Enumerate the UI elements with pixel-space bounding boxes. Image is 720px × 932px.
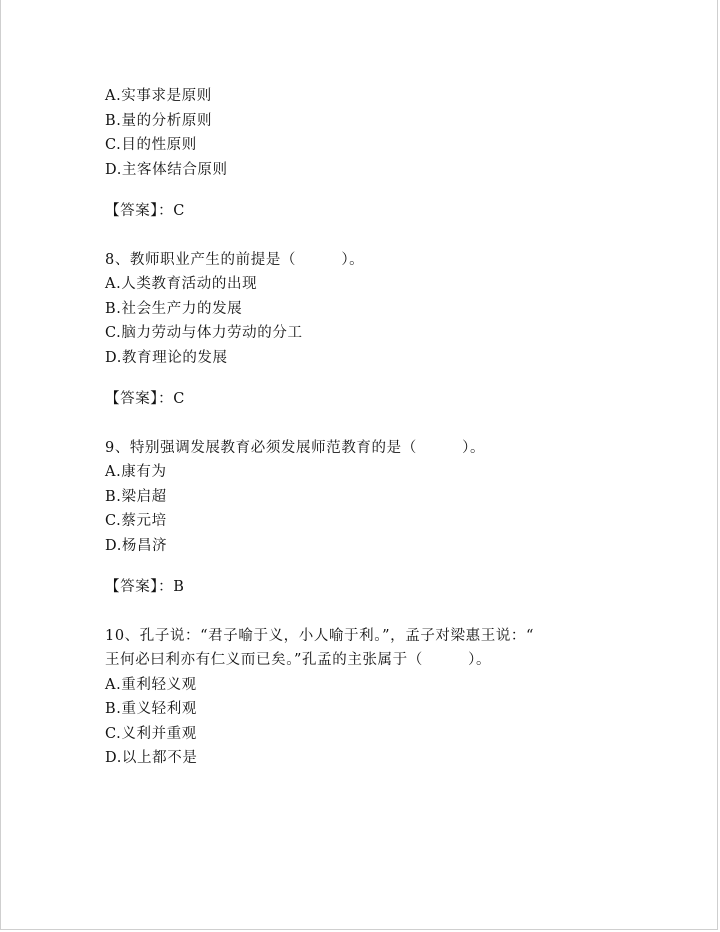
option-d: D.以上都不是 <box>105 750 198 766</box>
option-c: C.蔡元培 <box>105 513 167 529</box>
question-10 <box>105 624 625 771</box>
option-d: D.教育理论的发展 <box>105 349 228 366</box>
question-stem: 9、特别强调发展教育必须发展师范教育的是（ ）。 <box>105 439 486 456</box>
option-a: A.康有为 <box>105 464 167 480</box>
option-d: D.主客体结合原则 <box>105 161 228 178</box>
option-a: A.实事求是原则 <box>105 88 212 104</box>
option-a: A.人类教育活动的出现 <box>105 276 258 292</box>
option-c: C.脑力劳动与体力劳动的分工 <box>105 325 303 341</box>
answer-label: 【答案】：C <box>105 203 185 219</box>
answer-label: 【答案】：B <box>105 579 185 595</box>
option-b: B.社会生产力的发展 <box>105 300 243 317</box>
option-b: B.梁启超 <box>105 488 167 505</box>
option-c: C.义利并重观 <box>105 725 197 742</box>
question-stem-line-1: 10、孔子说：“君子喻于义，小人喻于利。”，孟子对梁惠王说：“ <box>105 627 535 644</box>
question-stem: 8、教师职业产生的前提是（ ）。 <box>105 251 365 268</box>
option-b: B.量的分析原则 <box>105 112 213 129</box>
question-9 <box>105 436 625 600</box>
question-stem-line-2: 王何必曰利亦有仁义而已矣。”孔孟的主张属于（ ）。 <box>105 652 492 668</box>
option-d: D.杨昌济 <box>105 537 168 554</box>
option-b: B.重义轻利观 <box>105 701 197 717</box>
option-c: C.目的性原则 <box>105 137 197 153</box>
option-a: A.重利轻义观 <box>105 676 197 693</box>
question-8 <box>105 248 625 412</box>
document-content <box>105 84 625 771</box>
answer-label: 【答案】：C <box>105 391 185 407</box>
question-7-tail <box>105 84 625 224</box>
